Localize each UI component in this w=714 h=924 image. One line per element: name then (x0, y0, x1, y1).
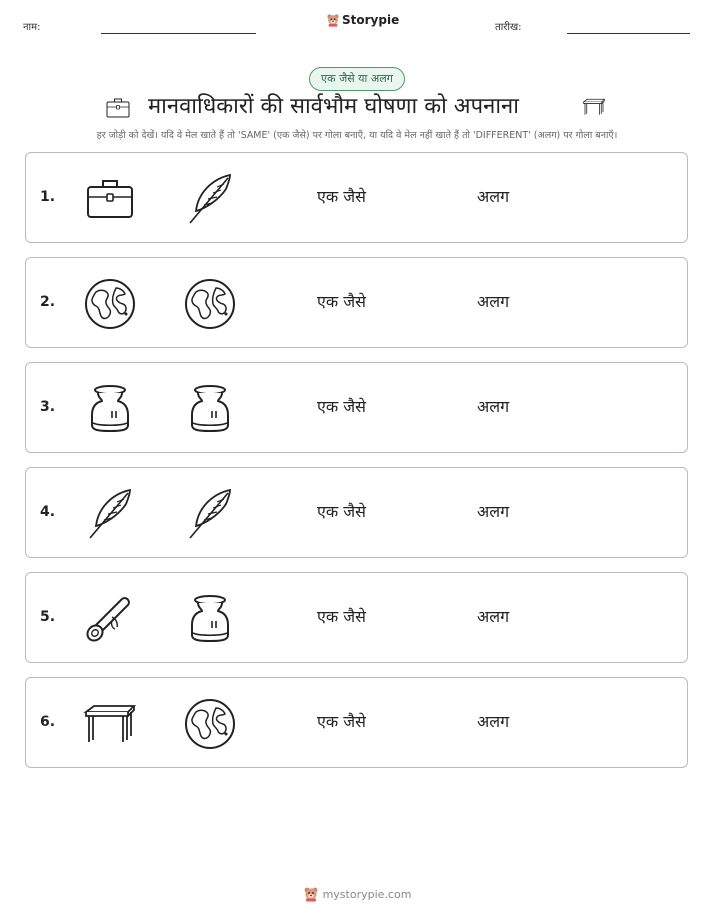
feather-icon (182, 486, 238, 542)
different-option[interactable]: अलग (477, 397, 510, 416)
row-number: 5. (40, 609, 56, 625)
pair-row (25, 362, 688, 453)
table-icon (82, 696, 138, 752)
bear-logo-icon (303, 886, 319, 902)
briefcase-icon (104, 94, 132, 122)
pair-row (25, 677, 688, 768)
footer (0, 886, 714, 902)
row-number: 1. (40, 189, 56, 205)
same-option[interactable]: एक जैसे (317, 397, 366, 416)
same-option[interactable]: एक जैसे (317, 187, 366, 206)
inkpot-icon (82, 381, 138, 437)
globe-icon (182, 276, 238, 332)
page-title: मानवाधिकारों की सार्वभौम घोषणा को अपनाना (148, 94, 519, 119)
row-number: 6. (40, 714, 56, 730)
different-option[interactable]: अलग (477, 712, 510, 731)
different-option[interactable]: अलग (477, 502, 510, 521)
same-option[interactable]: एक जैसे (317, 502, 366, 521)
inkpot-icon (182, 381, 238, 437)
table-icon (578, 95, 610, 119)
pair-row (25, 467, 688, 558)
date-label: तारीख: (495, 22, 522, 33)
feather-icon (182, 171, 238, 227)
same-option[interactable]: एक जैसे (317, 712, 366, 731)
different-option[interactable]: अलग (477, 187, 510, 206)
same-option[interactable]: एक जैसे (317, 292, 366, 311)
feather-icon (82, 486, 138, 542)
brand-logo (326, 13, 399, 27)
different-option[interactable]: अलग (477, 292, 510, 311)
bear-logo-icon (326, 13, 340, 27)
row-number: 4. (40, 504, 56, 520)
brand-name: Storypie (342, 13, 400, 27)
name-label: नाम: (23, 22, 41, 33)
date-line (567, 33, 690, 34)
pair-row (25, 257, 688, 348)
pair-row (25, 572, 688, 663)
footer-url: mystorypie.com (322, 887, 412, 901)
globe-icon (82, 276, 138, 332)
activity-badge: एक जैसे या अलग (309, 67, 405, 91)
globe-icon (182, 696, 238, 752)
worksheet-header (0, 0, 714, 50)
inkpot-icon (182, 591, 238, 647)
name-line (101, 33, 256, 34)
pair-row (25, 152, 688, 243)
briefcase-icon (82, 171, 138, 227)
row-number: 2. (40, 294, 56, 310)
row-number: 3. (40, 399, 56, 415)
different-option[interactable]: अलग (477, 607, 510, 626)
instructions: हर जोड़ी को देखें। यदि वे मेल खाते हैं तो 'SAME' (एक जैसे) पर गोला बनाएँ, या यदि वे मेल नहीं खाते हैं तो 'DIFFERENT' (अलग) पर गोला बनाएँ। (96, 130, 618, 141)
scroll-icon (82, 591, 138, 647)
same-option[interactable]: एक जैसे (317, 607, 366, 626)
